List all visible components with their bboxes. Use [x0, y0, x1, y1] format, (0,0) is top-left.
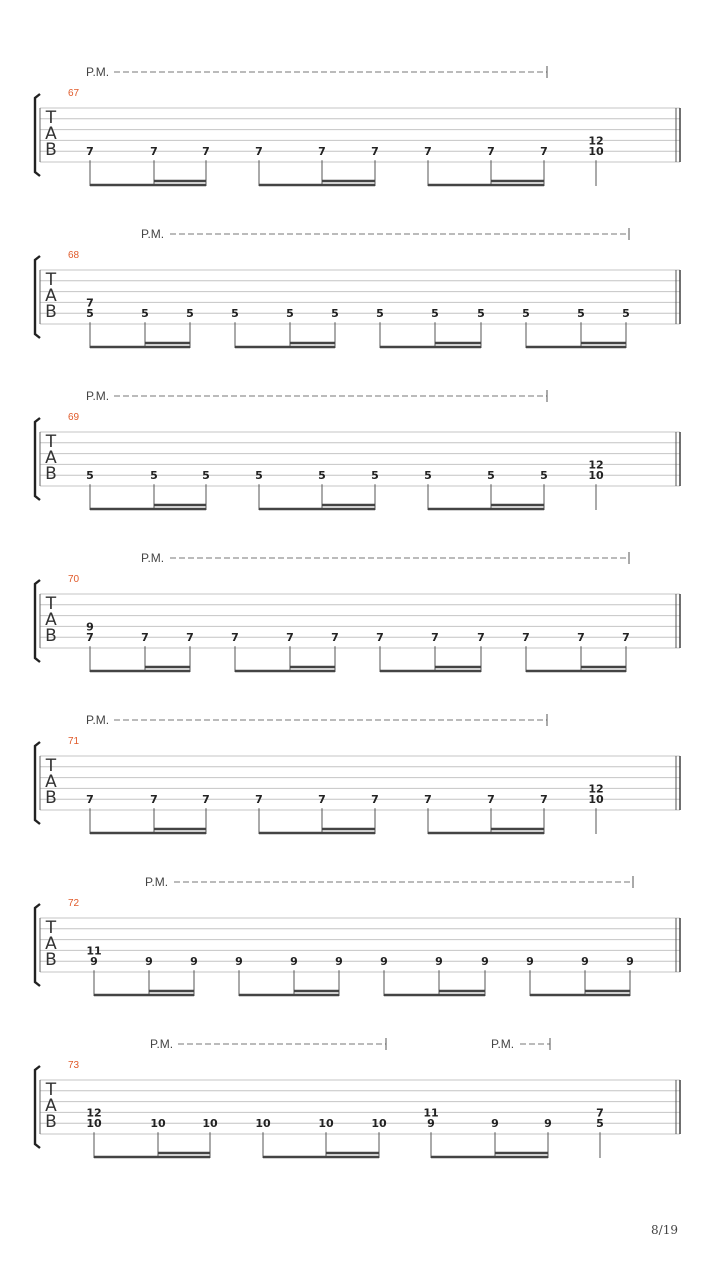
page-number: 8/19	[651, 1223, 678, 1237]
measure-number: 69	[68, 412, 80, 423]
fret-number: 12	[588, 782, 604, 796]
tab-clef-letter: A	[45, 610, 57, 630]
tab-clef-letter: B	[45, 626, 57, 646]
fret-number: 5	[376, 307, 384, 321]
fret-number: 9	[581, 955, 589, 969]
fret-number: 5	[186, 307, 194, 321]
palm-mute-label: P.M.	[86, 713, 110, 727]
measure-number: 72	[68, 898, 80, 909]
fret-number: 5	[286, 307, 294, 321]
palm-mute-label: P.M.	[141, 551, 165, 565]
fret-number: 7	[371, 793, 379, 807]
fret-number: 7	[255, 145, 263, 159]
fret-number: 10	[588, 793, 604, 807]
staff-system	[35, 227, 680, 348]
fret-number: 10	[588, 145, 604, 159]
system-brace	[35, 256, 40, 338]
palm-mute-label: P.M.	[86, 389, 110, 403]
fret-number: 7	[331, 631, 339, 645]
fret-number: 5	[577, 307, 585, 321]
fret-number: 7	[431, 631, 439, 645]
fret-number: 7	[522, 631, 530, 645]
fret-number: 7	[231, 631, 239, 645]
fret-number: 7	[150, 793, 158, 807]
fret-number: 11	[86, 944, 102, 958]
tab-clef-letter: B	[45, 464, 57, 484]
fret-number: 10	[318, 1117, 334, 1131]
fret-number: 9	[544, 1117, 552, 1131]
fret-number: 7	[150, 145, 158, 159]
fret-number: 9	[290, 955, 298, 969]
measure-number: 68	[68, 250, 80, 261]
tab-clef-letter: A	[45, 286, 57, 306]
tab-clef-letter: B	[45, 788, 57, 808]
measure-number: 73	[68, 1060, 80, 1071]
fret-number: 7	[371, 145, 379, 159]
fret-number: 9	[435, 955, 443, 969]
tab-clef-letter: A	[45, 772, 57, 792]
fret-number: 7	[86, 793, 94, 807]
fret-number: 7	[424, 793, 432, 807]
fret-number: 9	[190, 955, 198, 969]
fret-number: 9	[90, 955, 98, 969]
tab-clef-letter: A	[45, 1096, 57, 1116]
fret-number: 9	[626, 955, 634, 969]
staff-system	[35, 875, 680, 996]
fret-number: 10	[371, 1117, 387, 1131]
fret-number: 7	[255, 793, 263, 807]
fret-number: 7	[318, 793, 326, 807]
palm-mute-label: P.M.	[145, 875, 169, 889]
fret-number: 7	[540, 793, 548, 807]
fret-number: 9	[526, 955, 534, 969]
fret-number: 7	[186, 631, 194, 645]
tab-clef-letter: T	[45, 918, 57, 938]
tab-clef-letter: T	[45, 756, 57, 776]
palm-mute-label: P.M.	[86, 65, 110, 79]
fret-number: 5	[596, 1117, 604, 1131]
tab-clef-letter: B	[45, 1112, 57, 1132]
tab-clef-letter: A	[45, 124, 57, 144]
measure-number: 71	[68, 736, 80, 747]
tab-clef-letter: A	[45, 934, 57, 954]
fret-number: 7	[376, 631, 384, 645]
staff-system	[35, 389, 680, 510]
tab-clef-letter: B	[45, 140, 57, 160]
fret-number: 5	[86, 307, 94, 321]
fret-number: 9	[380, 955, 388, 969]
system-brace	[35, 418, 40, 500]
system-brace	[35, 904, 40, 986]
system-brace	[35, 1066, 40, 1148]
measure-number: 67	[68, 88, 80, 99]
fret-number: 5	[431, 307, 439, 321]
tab-clef-letter: T	[45, 432, 57, 452]
fret-number: 11	[423, 1106, 439, 1120]
fret-number: 5	[522, 307, 530, 321]
measure-number: 70	[68, 574, 80, 585]
fret-number: 5	[540, 469, 548, 483]
tab-clef-letter: B	[45, 302, 57, 322]
fret-number: 5	[318, 469, 326, 483]
fret-number: 10	[588, 469, 604, 483]
tab-clef-letter: T	[45, 270, 57, 290]
fret-number: 7	[318, 145, 326, 159]
fret-number: 10	[202, 1117, 218, 1131]
staff-system	[35, 713, 680, 834]
fret-number: 5	[150, 469, 158, 483]
fret-number: 7	[202, 793, 210, 807]
fret-number: 7	[86, 631, 94, 645]
staff-system	[35, 551, 680, 672]
fret-number: 10	[86, 1117, 102, 1131]
fret-number: 7	[477, 631, 485, 645]
fret-number: 12	[86, 1106, 102, 1120]
fret-number: 5	[255, 469, 263, 483]
fret-number: 10	[150, 1117, 166, 1131]
fret-number: 7	[487, 145, 495, 159]
fret-number: 7	[596, 1106, 604, 1120]
fret-number: 5	[424, 469, 432, 483]
fret-number: 7	[487, 793, 495, 807]
fret-number: 7	[424, 145, 432, 159]
fret-number: 12	[588, 134, 604, 148]
tab-clef-letter: A	[45, 448, 57, 468]
fret-number: 7	[286, 631, 294, 645]
system-brace	[35, 94, 40, 176]
tab-clef-letter: T	[45, 594, 57, 614]
fret-number: 5	[371, 469, 379, 483]
fret-number: 9	[491, 1117, 499, 1131]
palm-mute-label: P.M.	[491, 1037, 515, 1051]
palm-mute-label: P.M.	[150, 1037, 174, 1051]
fret-number: 5	[622, 307, 630, 321]
fret-number: 9	[335, 955, 343, 969]
fret-number: 5	[86, 469, 94, 483]
system-brace	[35, 580, 40, 662]
fret-number: 7	[86, 145, 94, 159]
staff-system	[35, 1037, 680, 1158]
fret-number: 9	[481, 955, 489, 969]
fret-number: 7	[141, 631, 149, 645]
fret-number: 7	[86, 296, 94, 310]
fret-number: 7	[577, 631, 585, 645]
fret-number: 5	[202, 469, 210, 483]
palm-mute-label: P.M.	[141, 227, 165, 241]
fret-number: 5	[331, 307, 339, 321]
fret-number: 9	[427, 1117, 435, 1131]
fret-number: 9	[235, 955, 243, 969]
tab-clef-letter: B	[45, 950, 57, 970]
fret-number: 5	[231, 307, 239, 321]
fret-number: 7	[540, 145, 548, 159]
fret-number: 7	[202, 145, 210, 159]
tab-clef-letter: T	[45, 108, 57, 128]
fret-number: 7	[622, 631, 630, 645]
fret-number: 12	[588, 458, 604, 472]
fret-number: 5	[141, 307, 149, 321]
staff-system	[35, 65, 680, 186]
fret-number: 5	[487, 469, 495, 483]
tab-clef-letter: T	[45, 1080, 57, 1100]
fret-number: 9	[145, 955, 153, 969]
fret-number: 9	[86, 620, 94, 634]
fret-number: 10	[255, 1117, 271, 1131]
fret-number: 5	[477, 307, 485, 321]
system-brace	[35, 742, 40, 824]
